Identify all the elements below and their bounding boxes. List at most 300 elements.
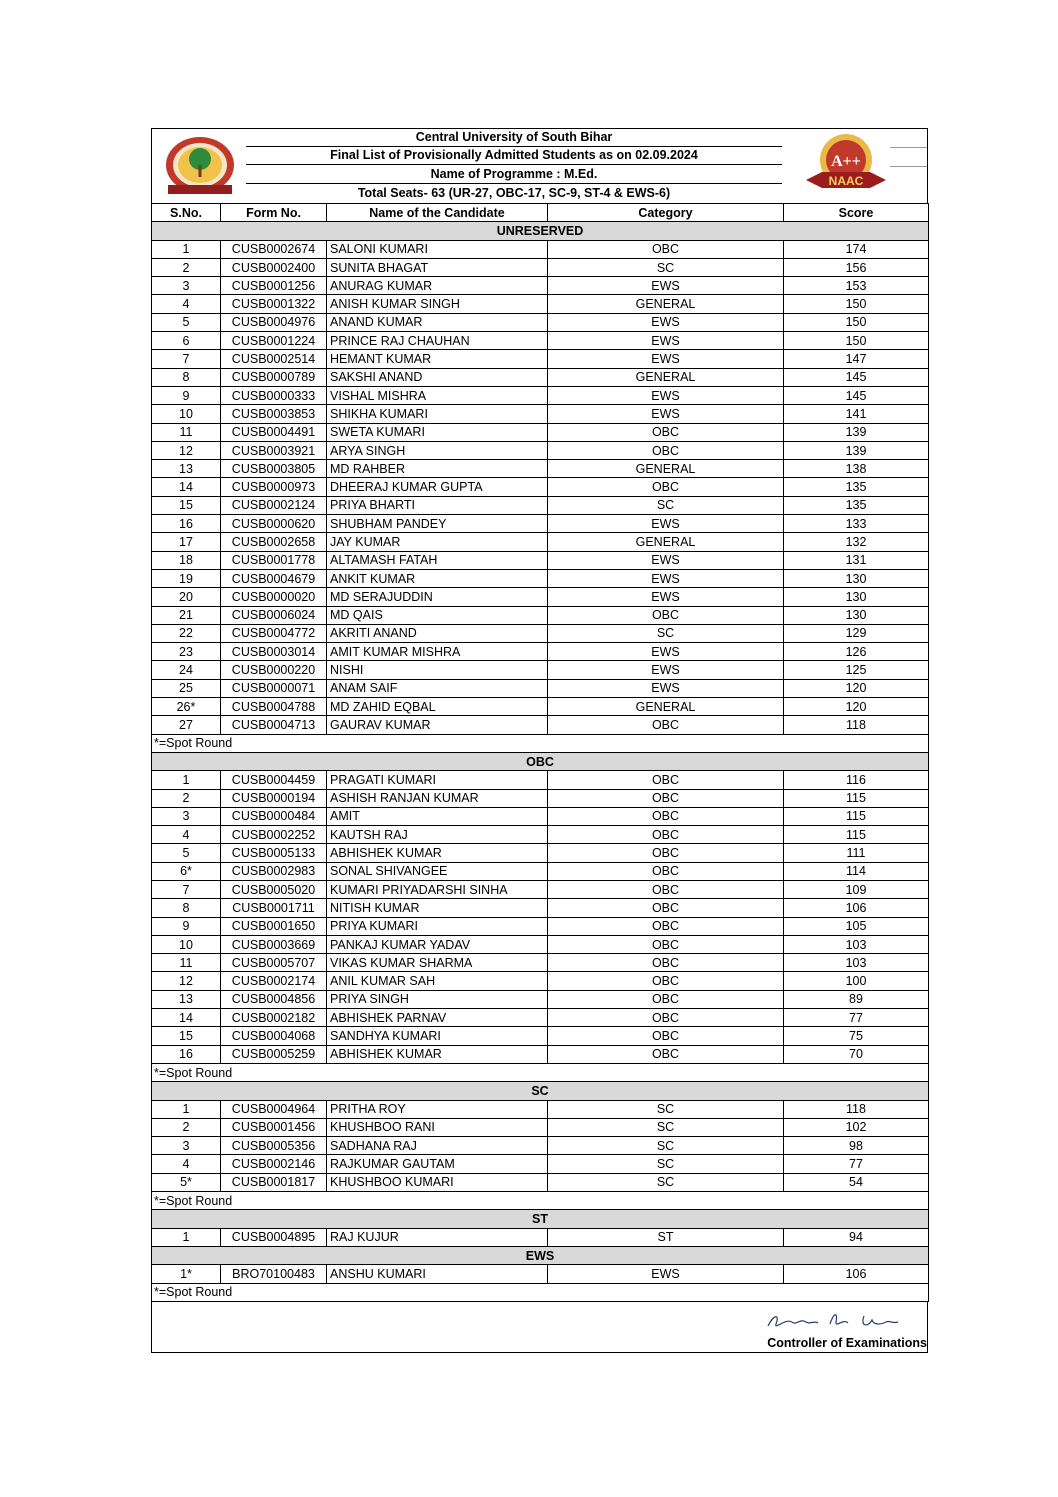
cell-form-no: CUSB0002658 [221,533,327,551]
table-row [152,771,929,789]
spot-round-note: *=Spot Round [152,734,929,752]
cell-form-no: CUSB0002182 [221,1009,327,1027]
cell-form-no: CUSB0001778 [221,551,327,569]
university-logo [164,135,236,197]
column-header-score: Score [784,204,929,222]
cell-form-no: CUSB0004856 [221,990,327,1008]
cell-score: 75 [784,1027,929,1045]
cell-category: OBC [548,789,784,807]
cell-score: 135 [784,478,929,496]
table-row [152,240,929,258]
cell-name: PRIYA BHARTI [327,496,548,514]
column-header-name: Name of the Candidate [327,204,548,222]
table-row [152,423,929,441]
cell-score: 111 [784,844,929,862]
cell-sno: 5 [152,313,221,331]
cell-name: NITISH KUMAR [327,899,548,917]
cell-category: EWS [548,515,784,533]
cell-form-no: CUSB0002124 [221,496,327,514]
cell-name: KHUSHBOO KUMARI [327,1173,548,1191]
cell-sno: 27 [152,716,221,734]
cell-category: OBC [548,935,784,953]
admission-table [151,203,929,1302]
table-row [152,569,929,587]
cell-score: 174 [784,240,929,258]
cell-category: GENERAL [548,368,784,386]
cell-name: NISHI [327,661,548,679]
column-header-category: Category [548,204,784,222]
cell-name: MD QAIS [327,606,548,624]
cell-sno: 8 [152,899,221,917]
cell-sno: 15 [152,496,221,514]
cell-score: 116 [784,771,929,789]
cell-name: SHUBHAM PANDEY [327,515,548,533]
cell-sno: 13 [152,990,221,1008]
cell-form-no: CUSB0002514 [221,350,327,368]
cell-form-no: CUSB0002146 [221,1155,327,1173]
list-title: Final List of Provisionally Admitted Students as on 02.09.2024 [246,147,782,165]
cell-form-no: CUSB0000220 [221,661,327,679]
cell-score: 138 [784,460,929,478]
cell-sno: 2 [152,258,221,276]
cell-form-no: CUSB0002983 [221,862,327,880]
table-row [152,899,929,917]
cell-sno: 26* [152,698,221,716]
section-title: SC [152,1082,929,1100]
cell-score: 106 [784,1265,929,1283]
cell-sno: 4 [152,826,221,844]
cell-score: 131 [784,551,929,569]
cell-score: 153 [784,277,929,295]
cell-name: ANSHU KUMARI [327,1265,548,1283]
cell-score: 106 [784,899,929,917]
cell-category: EWS [548,588,784,606]
cell-sno: 25 [152,679,221,697]
cell-form-no: CUSB0002252 [221,826,327,844]
cell-form-no: CUSB0000333 [221,386,327,404]
cell-category: EWS [548,1265,784,1283]
cell-name: PRITHA ROY [327,1100,548,1118]
cell-category: OBC [548,1027,784,1045]
cell-score: 130 [784,606,929,624]
cell-name: AKRITI ANAND [327,624,548,642]
document-footer [151,1302,928,1353]
table-row [152,295,929,313]
table-row [152,313,929,331]
cell-form-no: CUSB0003921 [221,441,327,459]
cell-sno: 8 [152,368,221,386]
cell-sno: 2 [152,789,221,807]
table-row [152,1265,929,1283]
cell-name: HEMANT KUMAR [327,350,548,368]
cell-category: SC [548,624,784,642]
cell-sno: 9 [152,386,221,404]
table-row [152,935,929,953]
cell-name: DHEERAJ KUMAR GUPTA [327,478,548,496]
cell-score: 139 [784,441,929,459]
cell-category: OBC [548,954,784,972]
naac-label: NAAC [828,174,864,188]
cell-sno: 23 [152,643,221,661]
cell-name: SADHANA RAJ [327,1137,548,1155]
cell-name: PRINCE RAJ CHAUHAN [327,332,548,350]
cell-sno: 5* [152,1173,221,1191]
cell-score: 114 [784,862,929,880]
cell-name: AMIT [327,807,548,825]
table-row [152,1228,929,1246]
cell-name: ABHISHEK PARNAV [327,1009,548,1027]
signature [764,1308,904,1334]
cell-category: GENERAL [548,698,784,716]
cell-name: ANISH KUMAR SINGH [327,295,548,313]
university-name: Central University of South Bihar [246,129,782,147]
cell-score: 130 [784,569,929,587]
cell-sno: 12 [152,441,221,459]
cell-sno: 2 [152,1118,221,1136]
table-row [152,386,929,404]
cell-name: MD RAHBER [327,460,548,478]
cell-score: 115 [784,826,929,844]
cell-form-no: CUSB0002674 [221,240,327,258]
controller-of-examinations: Controller of Examinations [767,1335,927,1350]
table-row [152,1009,929,1027]
cell-category: EWS [548,679,784,697]
cell-sno: 20 [152,588,221,606]
cell-score: 145 [784,386,929,404]
table-row [152,1118,929,1136]
cell-name: ANKIT KUMAR [327,569,548,587]
cell-category: GENERAL [548,460,784,478]
cell-score: 98 [784,1137,929,1155]
cell-sno: 16 [152,515,221,533]
cell-category: OBC [548,716,784,734]
table-row [152,954,929,972]
document-header [151,128,928,203]
table-row [152,698,929,716]
cell-score: 100 [784,972,929,990]
cell-name: ANURAG KUMAR [327,277,548,295]
table-row [152,1027,929,1045]
cell-name: MD ZAHID EQBAL [327,698,548,716]
naac-badge [800,132,892,198]
cell-name: SALONI KUMARI [327,240,548,258]
cell-category: GENERAL [548,295,784,313]
section-row-sc [152,1082,929,1100]
table-row [152,588,929,606]
table-row [152,716,929,734]
cell-sno: 22 [152,624,221,642]
table-row [152,441,929,459]
cell-form-no: CUSB0001817 [221,1173,327,1191]
cell-form-no: CUSB0005356 [221,1137,327,1155]
table-row [152,661,929,679]
cell-name: ABHISHEK KUMAR [327,844,548,862]
cell-score: 130 [784,588,929,606]
table-row [152,277,929,295]
cell-score: 120 [784,698,929,716]
cell-sno: 5 [152,844,221,862]
cell-sno: 7 [152,880,221,898]
cell-category: EWS [548,551,784,569]
cell-score: 103 [784,935,929,953]
cell-sno: 16 [152,1045,221,1063]
cell-category: SC [548,1155,784,1173]
table-row [152,405,929,423]
cell-sno: 4 [152,295,221,313]
column-header-form-no: Form No. [221,204,327,222]
cell-score: 147 [784,350,929,368]
programme-name: Name of Programme : M.Ed. [246,166,782,184]
cell-sno: 7 [152,350,221,368]
cell-form-no: CUSB0005707 [221,954,327,972]
table-row [152,826,929,844]
cell-sno: 18 [152,551,221,569]
section-row-st [152,1210,929,1228]
cell-name: PRIYA SINGH [327,990,548,1008]
cell-score: 145 [784,368,929,386]
cell-sno: 1 [152,771,221,789]
cell-form-no: CUSB0001650 [221,917,327,935]
spot-round-note: *=Spot Round [152,1192,929,1210]
cell-name: MD SERAJUDDIN [327,588,548,606]
cell-sno: 13 [152,460,221,478]
table-row [152,679,929,697]
cell-score: 70 [784,1045,929,1063]
cell-sno: 1 [152,1228,221,1246]
cell-name: SHIKHA KUMARI [327,405,548,423]
cell-category: OBC [548,844,784,862]
table-row [152,990,929,1008]
cell-form-no: CUSB0004459 [221,771,327,789]
cell-name: ABHISHEK KUMAR [327,1045,548,1063]
admission-list-sheet [151,128,928,1353]
cell-category: EWS [548,661,784,679]
cell-form-no: CUSB0003805 [221,460,327,478]
table-row [152,533,929,551]
table-row [152,496,929,514]
cell-category: OBC [548,606,784,624]
naac-grade: A++ [831,153,861,170]
section-row-unreserved [152,222,929,240]
cell-category: SC [548,258,784,276]
cell-score: 54 [784,1173,929,1191]
cell-form-no: CUSB0000973 [221,478,327,496]
cell-form-no: CUSB0000071 [221,679,327,697]
cell-name: SUNITA BHAGAT [327,258,548,276]
cell-form-no: CUSB0002174 [221,972,327,990]
table-row [152,789,929,807]
column-header-sno: S.No. [152,204,221,222]
cell-form-no: CUSB0001456 [221,1118,327,1136]
cell-category: EWS [548,569,784,587]
cell-form-no: CUSB0004772 [221,624,327,642]
cell-form-no: CUSB0004895 [221,1228,327,1246]
cell-category: EWS [548,350,784,368]
section-title: EWS [152,1246,929,1264]
cell-sno: 24 [152,661,221,679]
cell-score: 141 [784,405,929,423]
cell-form-no: CUSB0000789 [221,368,327,386]
total-seats: Total Seats- 63 (UR-27, OBC-17, SC-9, ST-4 & EWS-6) [357,186,671,200]
cell-category: OBC [548,880,784,898]
cell-form-no: CUSB0004713 [221,716,327,734]
cell-sno: 6 [152,332,221,350]
cell-name: JAY KUMAR [327,533,548,551]
cell-category: OBC [548,862,784,880]
cell-score: 135 [784,496,929,514]
cell-category: SC [548,1173,784,1191]
cell-score: 150 [784,332,929,350]
cell-score: 126 [784,643,929,661]
cell-score: 120 [784,679,929,697]
cell-form-no: CUSB0004679 [221,569,327,587]
cell-category: GENERAL [548,533,784,551]
cell-name: ASHISH RANJAN KUMAR [327,789,548,807]
cell-sno: 3 [152,807,221,825]
table-row [152,478,929,496]
cell-category: ST [548,1228,784,1246]
table-row [152,1045,929,1063]
section-row-obc [152,752,929,770]
cell-category: OBC [548,423,784,441]
cell-category: SC [548,496,784,514]
cell-category: OBC [548,771,784,789]
cell-name: ALTAMASH FATAH [327,551,548,569]
cell-score: 118 [784,716,929,734]
cell-form-no: CUSB0004976 [221,313,327,331]
cell-name: SAKSHI ANAND [327,368,548,386]
cell-name: PRAGATI KUMARI [327,771,548,789]
cell-sno: 17 [152,533,221,551]
table-row [152,880,929,898]
cell-category: EWS [548,277,784,295]
table-row [152,1137,929,1155]
cell-name: PRIYA KUMARI [327,917,548,935]
cell-score: 109 [784,880,929,898]
table-row [152,460,929,478]
cell-sno: 4 [152,1155,221,1173]
cell-category: SC [548,1137,784,1155]
cell-sno: 19 [152,569,221,587]
cell-form-no: CUSB0002400 [221,258,327,276]
table-row [152,643,929,661]
cell-form-no: CUSB0001256 [221,277,327,295]
cell-form-no: CUSB0004964 [221,1100,327,1118]
cell-form-no: CUSB0000620 [221,515,327,533]
cell-score: 150 [784,295,929,313]
cell-category: EWS [548,386,784,404]
cell-form-no: BRO70100483 [221,1265,327,1283]
cell-name: ANIL KUMAR SAH [327,972,548,990]
table-row [152,807,929,825]
cell-form-no: CUSB0005020 [221,880,327,898]
cell-name: ARYA SINGH [327,441,548,459]
cell-score: 77 [784,1009,929,1027]
cell-score: 94 [784,1228,929,1246]
cell-name: SANDHYA KUMARI [327,1027,548,1045]
cell-name: SONAL SHIVANGEE [327,862,548,880]
cell-category: EWS [548,405,784,423]
spot-round-note-row [152,734,929,752]
cell-category: EWS [548,643,784,661]
cell-category: SC [548,1118,784,1136]
cell-form-no: CUSB0001711 [221,899,327,917]
cell-category: SC [548,1100,784,1118]
cell-category: EWS [548,332,784,350]
cell-form-no: CUSB0004788 [221,698,327,716]
cell-score: 129 [784,624,929,642]
cell-sno: 14 [152,478,221,496]
section-title: ST [152,1210,929,1228]
cell-score: 139 [784,423,929,441]
cell-score: 150 [784,313,929,331]
section-title: OBC [152,752,929,770]
table-row [152,1155,929,1173]
cell-category: OBC [548,478,784,496]
cell-score: 132 [784,533,929,551]
table-row [152,862,929,880]
column-header-row [152,204,929,222]
cell-form-no: CUSB0004068 [221,1027,327,1045]
cell-category: OBC [548,972,784,990]
spot-round-note-row [152,1063,929,1081]
cell-name: PANKAJ KUMAR YADAV [327,935,548,953]
cell-sno: 10 [152,405,221,423]
cell-category: OBC [548,1045,784,1063]
cell-form-no: CUSB0003853 [221,405,327,423]
cell-form-no: CUSB0003014 [221,643,327,661]
cell-sno: 1 [152,240,221,258]
cell-score: 125 [784,661,929,679]
cell-score: 156 [784,258,929,276]
cell-name: ANAND KUMAR [327,313,548,331]
cell-sno: 6* [152,862,221,880]
cell-name: RAJ KUJUR [327,1228,548,1246]
table-row [152,1100,929,1118]
table-row [152,350,929,368]
spot-round-note: *=Spot Round [152,1063,929,1081]
cell-form-no: CUSB0000194 [221,789,327,807]
table-row [152,917,929,935]
cell-score: 115 [784,807,929,825]
cell-sno: 11 [152,954,221,972]
cell-sno: 21 [152,606,221,624]
cell-form-no: CUSB0003669 [221,935,327,953]
cell-score: 102 [784,1118,929,1136]
cell-sno: 14 [152,1009,221,1027]
cell-score: 118 [784,1100,929,1118]
cell-category: OBC [548,826,784,844]
cell-score: 103 [784,954,929,972]
table-row [152,368,929,386]
cell-name: GAURAV KUMAR [327,716,548,734]
cell-name: RAJKUMAR GAUTAM [327,1155,548,1173]
spot-round-note: *=Spot Round [152,1283,929,1301]
cell-score: 133 [784,515,929,533]
cell-category: OBC [548,899,784,917]
table-row [152,258,929,276]
cell-name: KUMARI PRIYADARSHI SINHA [327,880,548,898]
table-row [152,606,929,624]
cell-category: OBC [548,990,784,1008]
cell-sno: 9 [152,917,221,935]
section-row-ews [152,1246,929,1264]
cell-sno: 3 [152,277,221,295]
cell-form-no: CUSB0000020 [221,588,327,606]
section-title: UNRESERVED [152,222,929,240]
cell-category: OBC [548,807,784,825]
cell-score: 105 [784,917,929,935]
